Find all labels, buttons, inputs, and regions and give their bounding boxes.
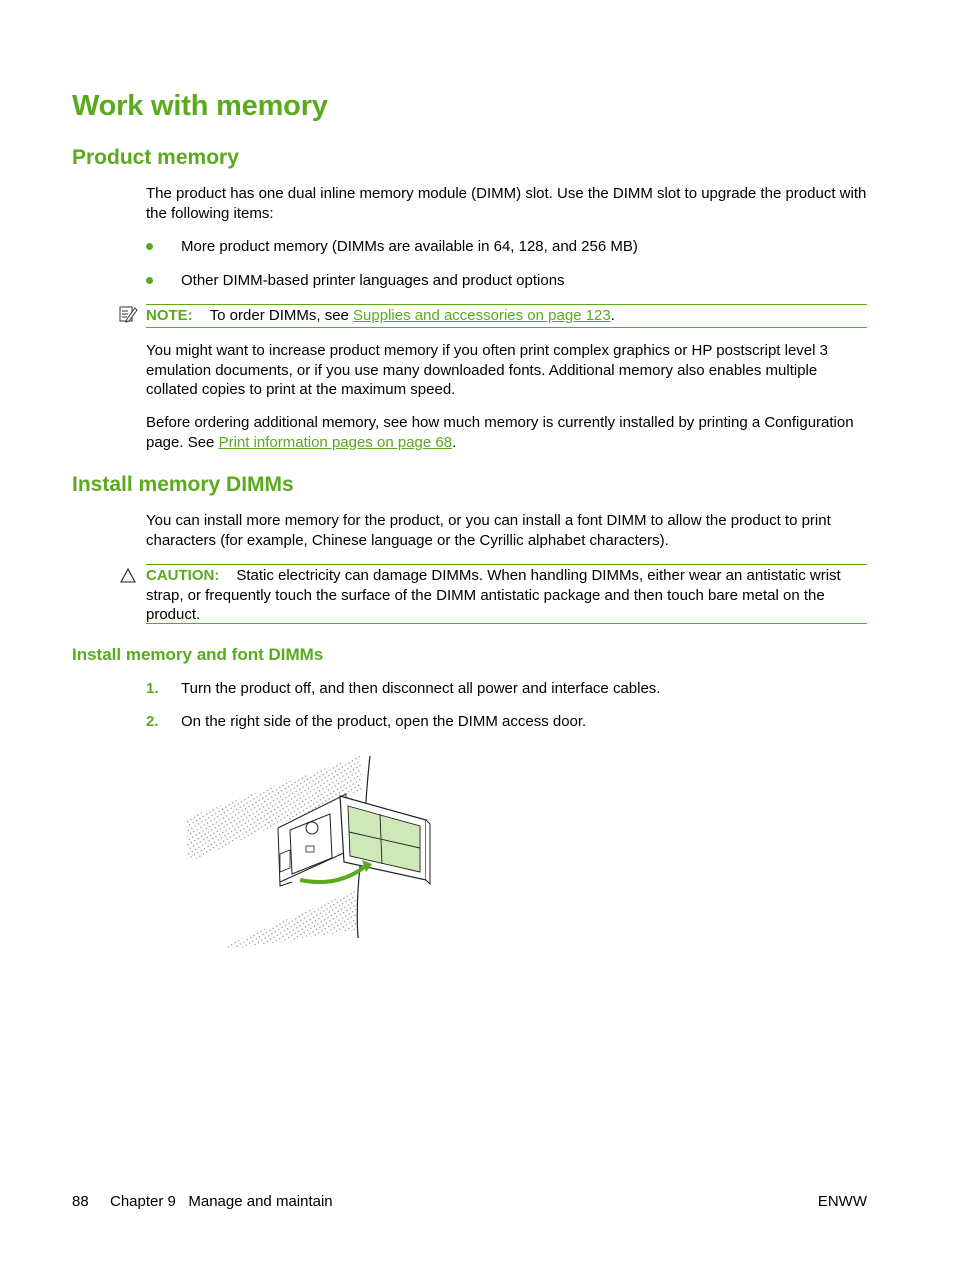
note-text: To order DIMMs, see (209, 307, 354, 324)
footer-chapter: Chapter 9 Manage and maintain (110, 1193, 333, 1210)
note-box (146, 304, 867, 328)
print-info-pages-link[interactable]: Print information pages on page 68 (218, 433, 453, 451)
dimm-access-door-illustration (180, 750, 440, 950)
footer-page-number: 88 (72, 1193, 89, 1210)
step-number: 2. (146, 713, 159, 730)
note-text-end: . (610, 307, 615, 324)
caution-triangle-icon (120, 568, 136, 583)
bullet-icon (146, 243, 153, 250)
step-text: On the right side of the product, open the DIMM access door. (181, 713, 587, 730)
step-text: Turn the product off, and then disconnect all power and interface cables. (181, 680, 661, 697)
list-item-text: More product memory (DIMMs are available in 64, 128, and 256 MB) (181, 238, 638, 255)
footer-enww: ENWW (817, 1193, 867, 1210)
caution-box (146, 564, 867, 624)
caution-text: Static electricity can damage DIMMs. When handling DIMMs, either wear an antistatic wrist strap, or frequently touch the surface of the DIMM antistatic package and then touch bare metal on the product. (146, 567, 841, 623)
product-memory-paragraph: You might want to increase product memory if you often print complex graphics or HP postscript level 3 emulation documents, or if you use many downloaded fonts. Additional memory also enables multiple collated copies to print at the maximum speed. (146, 342, 828, 398)
product-memory-intro: The product has one dual inline memory module (DIMM) slot. Use the DIMM slot to upgrade the product with the following items: (146, 185, 867, 222)
section-heading-install-font-dimms: Install memory and font DIMMs (72, 645, 324, 664)
install-dimms-intro: You can install more memory for the product, or you can install a font DIMM to allow the product to print characters (for example, Chinese language or the Cyrillic alphabet characters). (146, 512, 831, 549)
bullet-icon (146, 277, 153, 284)
note-label: NOTE: (146, 307, 193, 324)
config-text-end: . (452, 433, 457, 451)
page-title: Work with memory (72, 90, 328, 122)
caution-label: CAUTION: (146, 567, 220, 584)
note-icon (118, 305, 138, 323)
section-heading-install-dimms: Install memory DIMMs (72, 473, 294, 496)
list-item-text: Other DIMM-based printer languages and product options (181, 272, 565, 289)
config-text: Before ordering additional memory, see how much memory is currently installed by printing a Configuration page. See (146, 414, 854, 451)
section-heading-product-memory: Product memory (72, 146, 239, 169)
step-number: 1. (146, 680, 159, 697)
supplies-link[interactable]: Supplies and accessories on page 123 (353, 307, 611, 324)
product-memory-paragraph-config (146, 413, 868, 452)
